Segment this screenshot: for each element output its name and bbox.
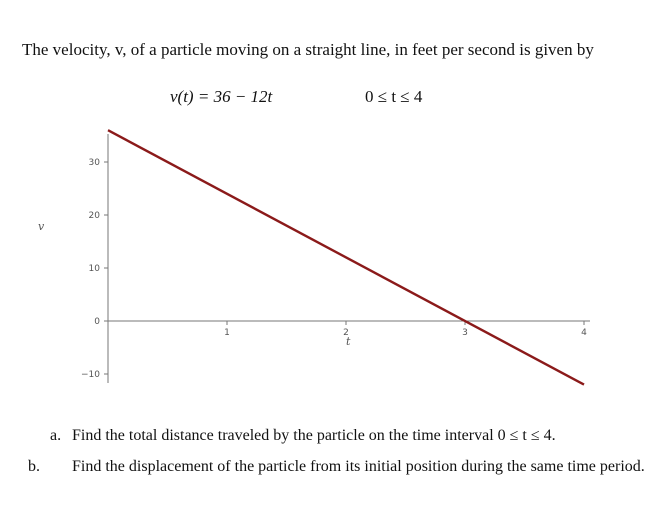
- x-axis-label: t: [346, 335, 351, 348]
- question-a: [50, 426, 650, 447]
- question-b-letter: b.: [28, 458, 40, 475]
- x-tick-label: 3: [462, 328, 468, 338]
- y-tick-label: −10: [81, 370, 100, 380]
- x-tick-label: 4: [581, 328, 587, 338]
- y-axis-label: v: [38, 220, 45, 233]
- y-tick-label: 20: [88, 211, 100, 221]
- question-a-letter: a.: [50, 427, 62, 444]
- question-a-text: Find the total distance traveled by the particle on the time interval 0 ≤ t ≤ 4.: [72, 427, 556, 444]
- y-tick-label: 0: [94, 317, 100, 327]
- intro-text: The velocity, v, of a particle moving on a straight line, in feet per second is given by: [22, 40, 594, 59]
- time-domain: 0 ≤ t ≤ 4: [365, 87, 423, 106]
- y-tick-label: 10: [88, 264, 100, 274]
- y-tick-label: 30: [88, 158, 100, 168]
- question-b: [28, 457, 659, 478]
- velocity-formula: v(t) = 36 − 12t: [170, 87, 273, 106]
- x-tick-label: 1: [224, 328, 230, 338]
- question-b-text: Find the displacement of the particle from its initial position during the same time period.: [72, 458, 645, 475]
- x-tick-label: 2: [343, 328, 349, 338]
